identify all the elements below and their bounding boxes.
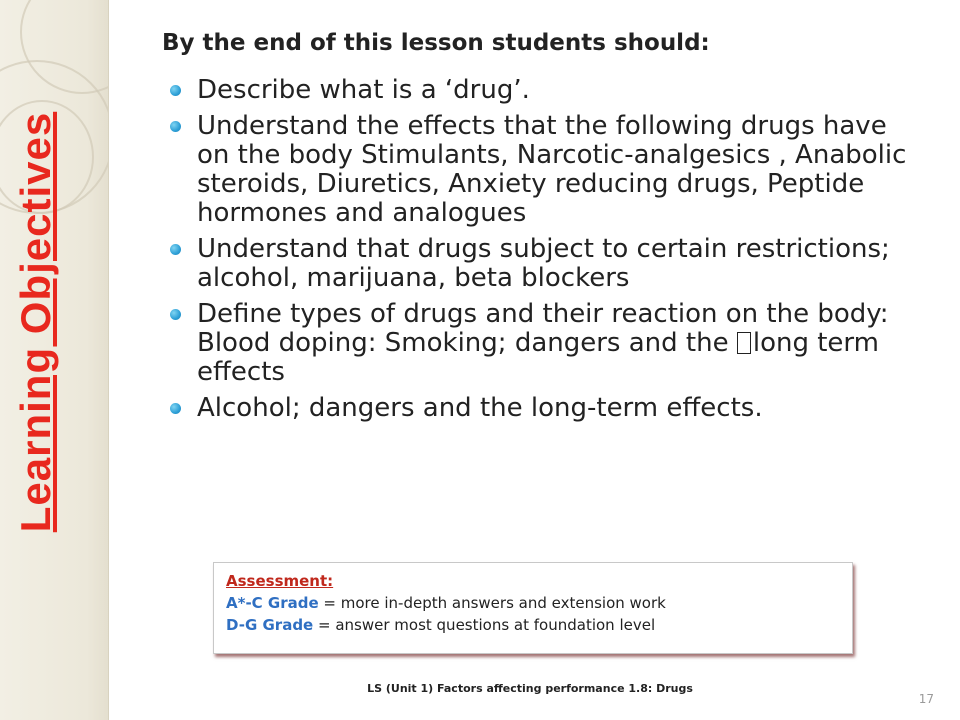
list-item: [165, 394, 925, 423]
slide-number: 17: [918, 692, 934, 706]
bullet-icon: [170, 244, 181, 255]
assessment-line: [226, 592, 840, 614]
objective-text-continued: long term effects: [197, 328, 879, 387]
learning-objectives-title: Learning Objectives: [12, 111, 59, 533]
bullet-icon: [170, 403, 181, 414]
list-item: [165, 300, 925, 387]
lesson-heading: By the end of this lesson students should:: [162, 30, 710, 56]
missing-glyph-icon: [737, 332, 751, 354]
grade-label: A*-C Grade: [226, 594, 319, 612]
bullet-icon: [170, 85, 181, 96]
assessment-line: [226, 614, 840, 636]
sidebar-panel: [0, 0, 109, 720]
grade-description: = answer most questions at foundation level: [313, 616, 656, 634]
list-item: [165, 235, 925, 293]
bullet-icon: [170, 121, 181, 132]
objective-text: Alcohol; dangers and the long-term effects.: [197, 393, 763, 423]
objective-text: Describe what is a ‘drug’.: [197, 75, 530, 105]
objective-text: Understand that drugs subject to certain restrictions; alcohol, marijuana, beta blockers: [197, 234, 890, 293]
list-item: [165, 112, 925, 228]
list-item: [165, 76, 925, 105]
objective-text: Define types of drugs and their reaction on the body: Blood doping: Smoking; dangers and the: [197, 299, 889, 358]
objective-text: Understand the effects that the following drugs have on the body Stimulants, Narcotic-analgesics , Anabolic steroids, Diuretics, Anxiety reducing drugs, Peptide hormones and analogues: [197, 111, 907, 228]
slide-footer: LS (Unit 1) Factors affecting performance 1.8: Drugs: [367, 682, 693, 695]
bullet-icon: [170, 309, 181, 320]
objectives-list: [165, 76, 925, 430]
grade-description: = more in-depth answers and extension work: [318, 594, 666, 612]
assessment-box: [213, 562, 853, 654]
assessment-title: Assessment:: [226, 572, 334, 590]
grade-label: D-G Grade: [226, 616, 314, 634]
